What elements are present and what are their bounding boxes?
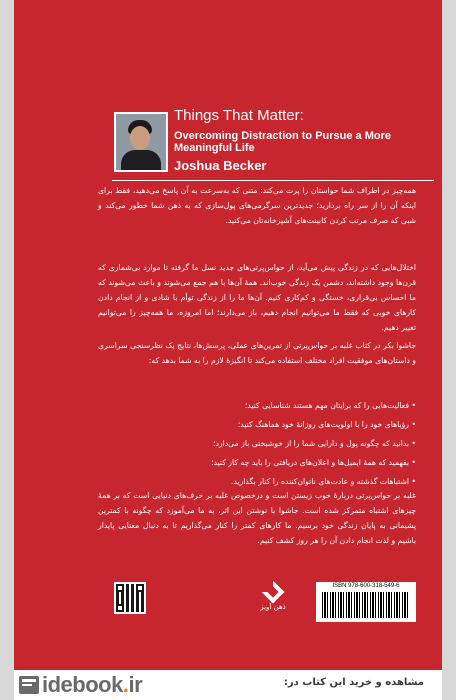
- idebook-logo[interactable]: idebook.ir: [42, 672, 143, 697]
- footer-banner[interactable]: [14, 670, 442, 700]
- bullet-item: • فعالیت‌هایی را که برایتان مهم هستند شناسایی کنید؛: [244, 401, 416, 410]
- bullet-item: • بفهمید که همهٔ ایمیل‌ها و اعلان‌های دریافتی را باید چه کار کنید؛: [211, 458, 416, 467]
- footer-call-to-action: مشاهده و خرید این کتاب در:: [283, 677, 424, 688]
- publisher-logo: [260, 584, 286, 618]
- barcode-bars: [322, 592, 410, 618]
- publisher-icon: [262, 581, 285, 604]
- author-name: Joshua Becker: [174, 158, 267, 173]
- bullet-item: • اشتباهات گذشته و عادت‌های ناتوان‌کننده را کنار بگذارید.: [230, 477, 416, 486]
- author-photo: [114, 112, 168, 172]
- back-cover: [14, 0, 442, 700]
- blurb-paragraph-1: همه‌چیز در اطراف شما حواستان را پرت می‌کند: متنی که به‌سرعت به آن پاسخ می‌دهید، فقط برای اینکه آن را از سر راه بردارید؛ جدیدترین سرگرمی‌های پول‌سازی که به ذهن شما خطور می‌کند و شبی که صرف مرتب کردن کابینت‌های آشپزخانه‌تان می‌کنید.: [98, 186, 416, 225]
- publisher-name: ذهن آویز: [260, 603, 286, 611]
- isbn-number: ISBN 978-600-318-549-6: [332, 583, 400, 589]
- bullet-list: [98, 396, 416, 491]
- book-icon: [16, 672, 42, 698]
- blurb-paragraph-2: اختلال‌هایی که در زندگی پیش می‌آید، از حواس‌پرتی‌های جدید نسل ما گرفته تا موارد بی‌شماری که قرن‌ها وجود داشته‌اند، دشمن یک زندگی خوب‌اند. همهٔ آن‌ها با هم جمع می‌شوند و باعث می‌شوند که ما احساس بی‌قراری، خستگی و کم‌کاری کنیم. آن‌ها ما را از زندگی توأم با شادی و از انجام دادن کارهای خوبی که فقط ما می‌توانیم انجام دهیم، باز می‌دارند؛ اما امروزه، ما همه‌چیز را می‌توانیم تغییر دهیم.: [98, 263, 416, 332]
- qr-code[interactable]: [114, 582, 146, 614]
- blurb-paragraph-4: غلبه بر حواس‌پرتی دربارهٔ خوب زیستن است و درخصوص غلبه بر حرف‌های دنیایی است که بر همهٔ چیزهای اشتباه متمرکز شده است. جاشوا با نوشتن این اثر، به ما می‌آموزد که چگونه با کمترین پشیمانی به پایان زندگی خود برسیم. ما کارهای کمتر را کنار می‌گذاریم تا به دنبال معنایی پایدار باشیم و لذت انجام دادن آن را هر روز کشف کنیم.: [98, 491, 416, 545]
- barcode: [316, 582, 416, 622]
- bullet-item: • رؤیاهای خود را با اولویت‌های روزانهٔ خود هماهنگ کنید؛: [237, 420, 416, 429]
- bullet-item: • بدانید که چگونه پول و دارایی شما را از خوشبختی باز می‌دارد؛: [213, 439, 416, 448]
- blurb-paragraph-3: جاشوا بکر در کتاب غلبه بر حواس‌پرتی از تمرین‌های عملی، پرسش‌ها، نتایج یک نظرسنجی سراسری و داستان‌های موفقیت افراد مختلف استفاده می‌کند تا انگیزهٔ لازم را به شما بدهد که:: [98, 341, 416, 365]
- divider: [112, 180, 434, 181]
- book-title-english: Things That Matter:: [174, 107, 304, 124]
- book-subtitle-english: Overcoming Distraction to Pursue a More Meaningful Life: [174, 130, 391, 154]
